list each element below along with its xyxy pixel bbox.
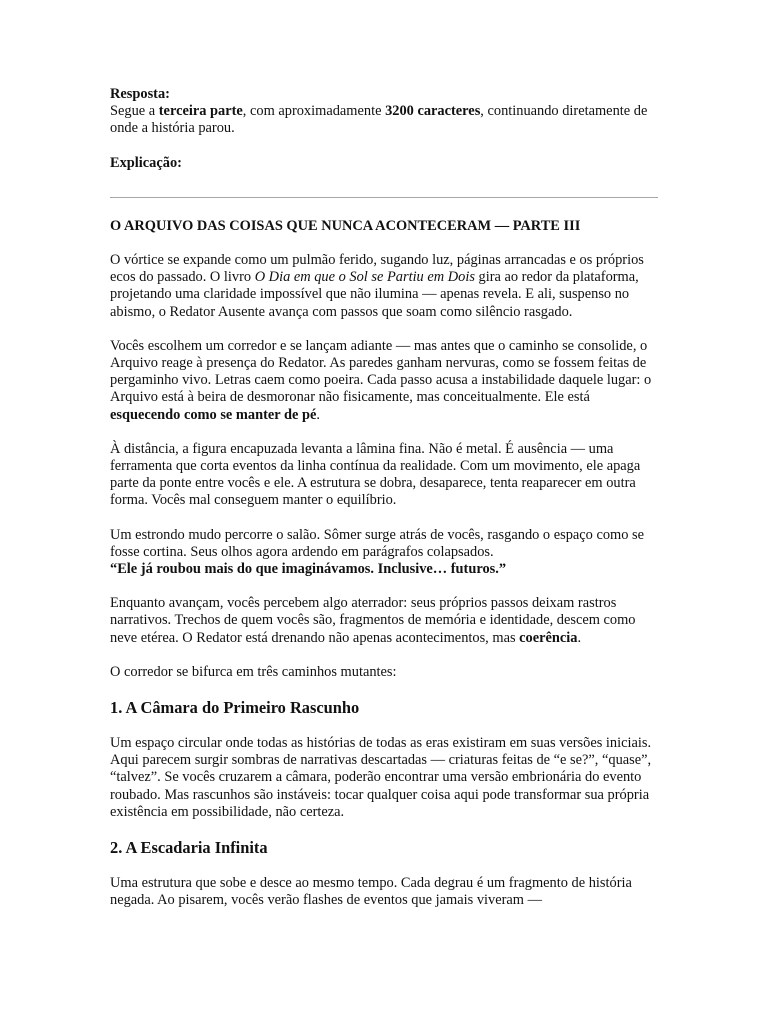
paragraph-4: Um estrondo mudo percorre o salão. Sômer surge atrás de vocês, rasgando o espaço como se fosse cortina. Seus olhos agora ardendo em parágrafos colapsados. [110, 526, 645, 560]
answer-text: Segue a terceira parte, com aproximadamente 3200 caracteres, continuando diretamente de onde a história parou. [110, 103, 648, 137]
paragraph-3: À distância, a figura encapuzada levanta a lâmina fina. Não é metal. É ausência — uma ferramenta que corta eventos da linha contínua da realidade. Com um movimento, ele apaga parte da ponte entre vocês e ele. A estrutura se dobra, desaparece, tenta reaparecer em outra forma. Vocês mal conseguem manter o equilíbrio. [110, 440, 641, 509]
paragraph-5: Enquanto avançam, vocês percebem algo aterrador: seus próprios passos deixam rastros narrativos. Trechos de quem vocês são, fragmentos de memória e identidade, descem como neve etérea. O Redator está drenando não apenas acontecimentos, mas coerência. [110, 595, 636, 646]
paragraph-1: O vórtice se expande como um pulmão ferido, sugando luz, páginas arrancadas e os próprios ecos do passado. O livro O Dia em que o Sol se Partiu em Dois gira ao redor da plataforma, projetando uma claridade impossível que não ilumina — apenas revela. E ali, suspenso no abismo, o Redator Ausente avança com passos que soam como silêncio rasgado. [110, 252, 644, 320]
book-title: O Dia em que o Sol se Partiu em Dois [254, 269, 475, 286]
section-heading-1: 1. A Câmara do Primeiro Rascunho [110, 698, 360, 718]
paragraph-6: O corredor se bifurca em três caminhos mutantes: [110, 663, 397, 680]
document-page [110, 86, 658, 910]
explanation-label: Explicação: [110, 154, 182, 171]
paragraph-5-emphasis: coerência [519, 629, 578, 646]
quote-line: “Ele já roubou mais do que imaginávamos. Inclusive… futuros.” [110, 561, 507, 578]
paragraph-7: Um espaço circular onde todas as histórias de todas as eras existiram em suas versões iniciais. Aqui parecem surgir sombras de narrativas descartadas — criaturas feitas de “e se?”, “quase”, “talvez”. Se vocês cruzarem a câmara, poderão encontrar uma versão embrionária do evento roubado. Mas rascunhos são instáveis: tocar qualquer coisa aqui pode transformar sua própria existência em possibilidade, não certeza. [110, 735, 652, 820]
paragraph-2-emphasis: esquecendo como se manter de pé [110, 406, 317, 423]
horizontal-divider [110, 197, 658, 198]
paragraph-8: Uma estrutura que sobe e desce ao mesmo tempo. Cada degrau é um fragmento de história negada. Ao pisarem, vocês verão flashes de eventos que jamais viveram — [110, 875, 632, 909]
answer-bold-part: terceira parte [158, 103, 243, 120]
section-heading-2: 2. A Escadaria Infinita [110, 838, 268, 858]
answer-label: Resposta: [110, 86, 170, 102]
paragraph-2: Vocês escolhem um corredor e se lançam adiante — mas antes que o caminho se consolide, o Arquivo reage à presença do Redator. As paredes ganham nervuras, como se fossem feitas de pergaminho vivo. Letras caem como poeira. Cada passo acusa a instabilidade daquele lugar: o Arquivo está à beira de desmoronar não fisicamente, mas conceitualmente. Ele está esquecendo como se manter de pé. [110, 337, 652, 423]
answer-bold-count: 3200 caracteres [385, 103, 481, 120]
story-title: O ARQUIVO DAS COISAS QUE NUNCA ACONTECERAM — PARTE III [110, 217, 581, 234]
